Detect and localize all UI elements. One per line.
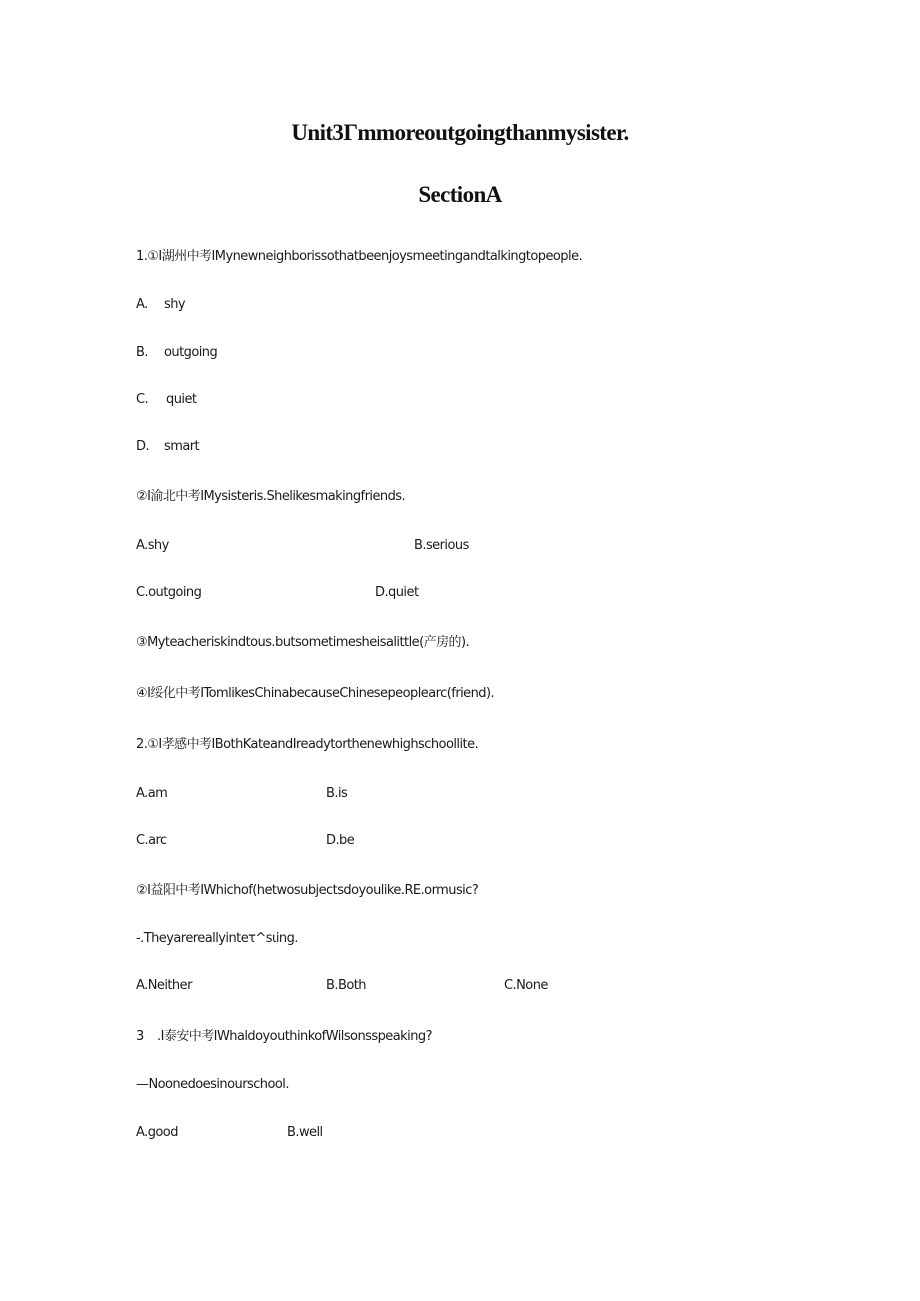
question-1-2-option-a: A.shy bbox=[136, 538, 169, 553]
question-2-1-option-a: A.am bbox=[136, 786, 168, 801]
question-1-2-option-d: D.quiet bbox=[375, 585, 419, 600]
question-1-1-stem: 1.①I湖州中考IMynewneighborissothatbeenjoysmeetingandtalkingtopeople. bbox=[136, 249, 583, 264]
option-letter: A. bbox=[136, 297, 148, 312]
section-heading: SectionA bbox=[418, 182, 502, 207]
question-1-2-option-b: B.serious bbox=[414, 538, 469, 553]
option-letter: C. bbox=[136, 392, 149, 407]
question-2-2-reply: -.Theyarereallyinteτ^sιing. bbox=[136, 931, 298, 946]
question-1-2-stem: ②I渝北中考IMysisteris.Shelikesmakingfriends. bbox=[136, 489, 406, 504]
question-1-2-option-c: C.outgoing bbox=[136, 585, 202, 600]
question-2-2-option-a: A.Neither bbox=[136, 978, 192, 993]
question-3-number: 3 bbox=[136, 1029, 144, 1044]
question-2-1-option-b: B.is bbox=[326, 786, 348, 801]
option-letter: D. bbox=[136, 439, 150, 454]
question-3-option-b: B.well bbox=[287, 1125, 323, 1140]
question-2-1-option-c: C.arc bbox=[136, 833, 167, 848]
question-3-reply: —Noonedoesinourschool. bbox=[136, 1077, 289, 1092]
question-1-1-option-c bbox=[136, 391, 196, 409]
option-text: outgoing bbox=[164, 345, 218, 360]
question-1-1-option-a bbox=[136, 296, 185, 314]
question-3-stem: .I泰安中考IWhaldoyouthinkofWilsonsspeaking? bbox=[157, 1029, 432, 1044]
question-2-1-option-d: D.be bbox=[326, 833, 355, 848]
question-1-1-option-b bbox=[136, 344, 217, 362]
option-text: smart bbox=[164, 439, 200, 454]
question-1-3-stem: ③Myteacheriskindtous.butsometimesheisalittle(产房的). bbox=[136, 635, 470, 650]
option-text: quiet bbox=[166, 392, 197, 407]
question-1-4-stem: ④I绥化中考ITomlikesChinabecauseChinesepeoplearc(friend). bbox=[136, 686, 495, 701]
question-2-2-option-c: C.None bbox=[504, 978, 548, 993]
question-2-1-stem: 2.①I孝感中考IBothKateandIreadytorthenewhighschoollite. bbox=[136, 737, 479, 752]
question-2-2-option-b: B.Both bbox=[326, 978, 366, 993]
option-text: shy bbox=[164, 297, 186, 312]
document-title: Unit3Γmmoreoutgoingthanmysister. bbox=[291, 120, 629, 145]
question-1-1-option-d bbox=[136, 438, 199, 456]
option-letter: B. bbox=[136, 345, 148, 360]
question-2-2-stem: ②I益阳中考IWhichof(hetwosubjectsdoyoulike.RE.ormusic? bbox=[136, 883, 479, 898]
question-3-option-a: A.good bbox=[136, 1125, 178, 1140]
